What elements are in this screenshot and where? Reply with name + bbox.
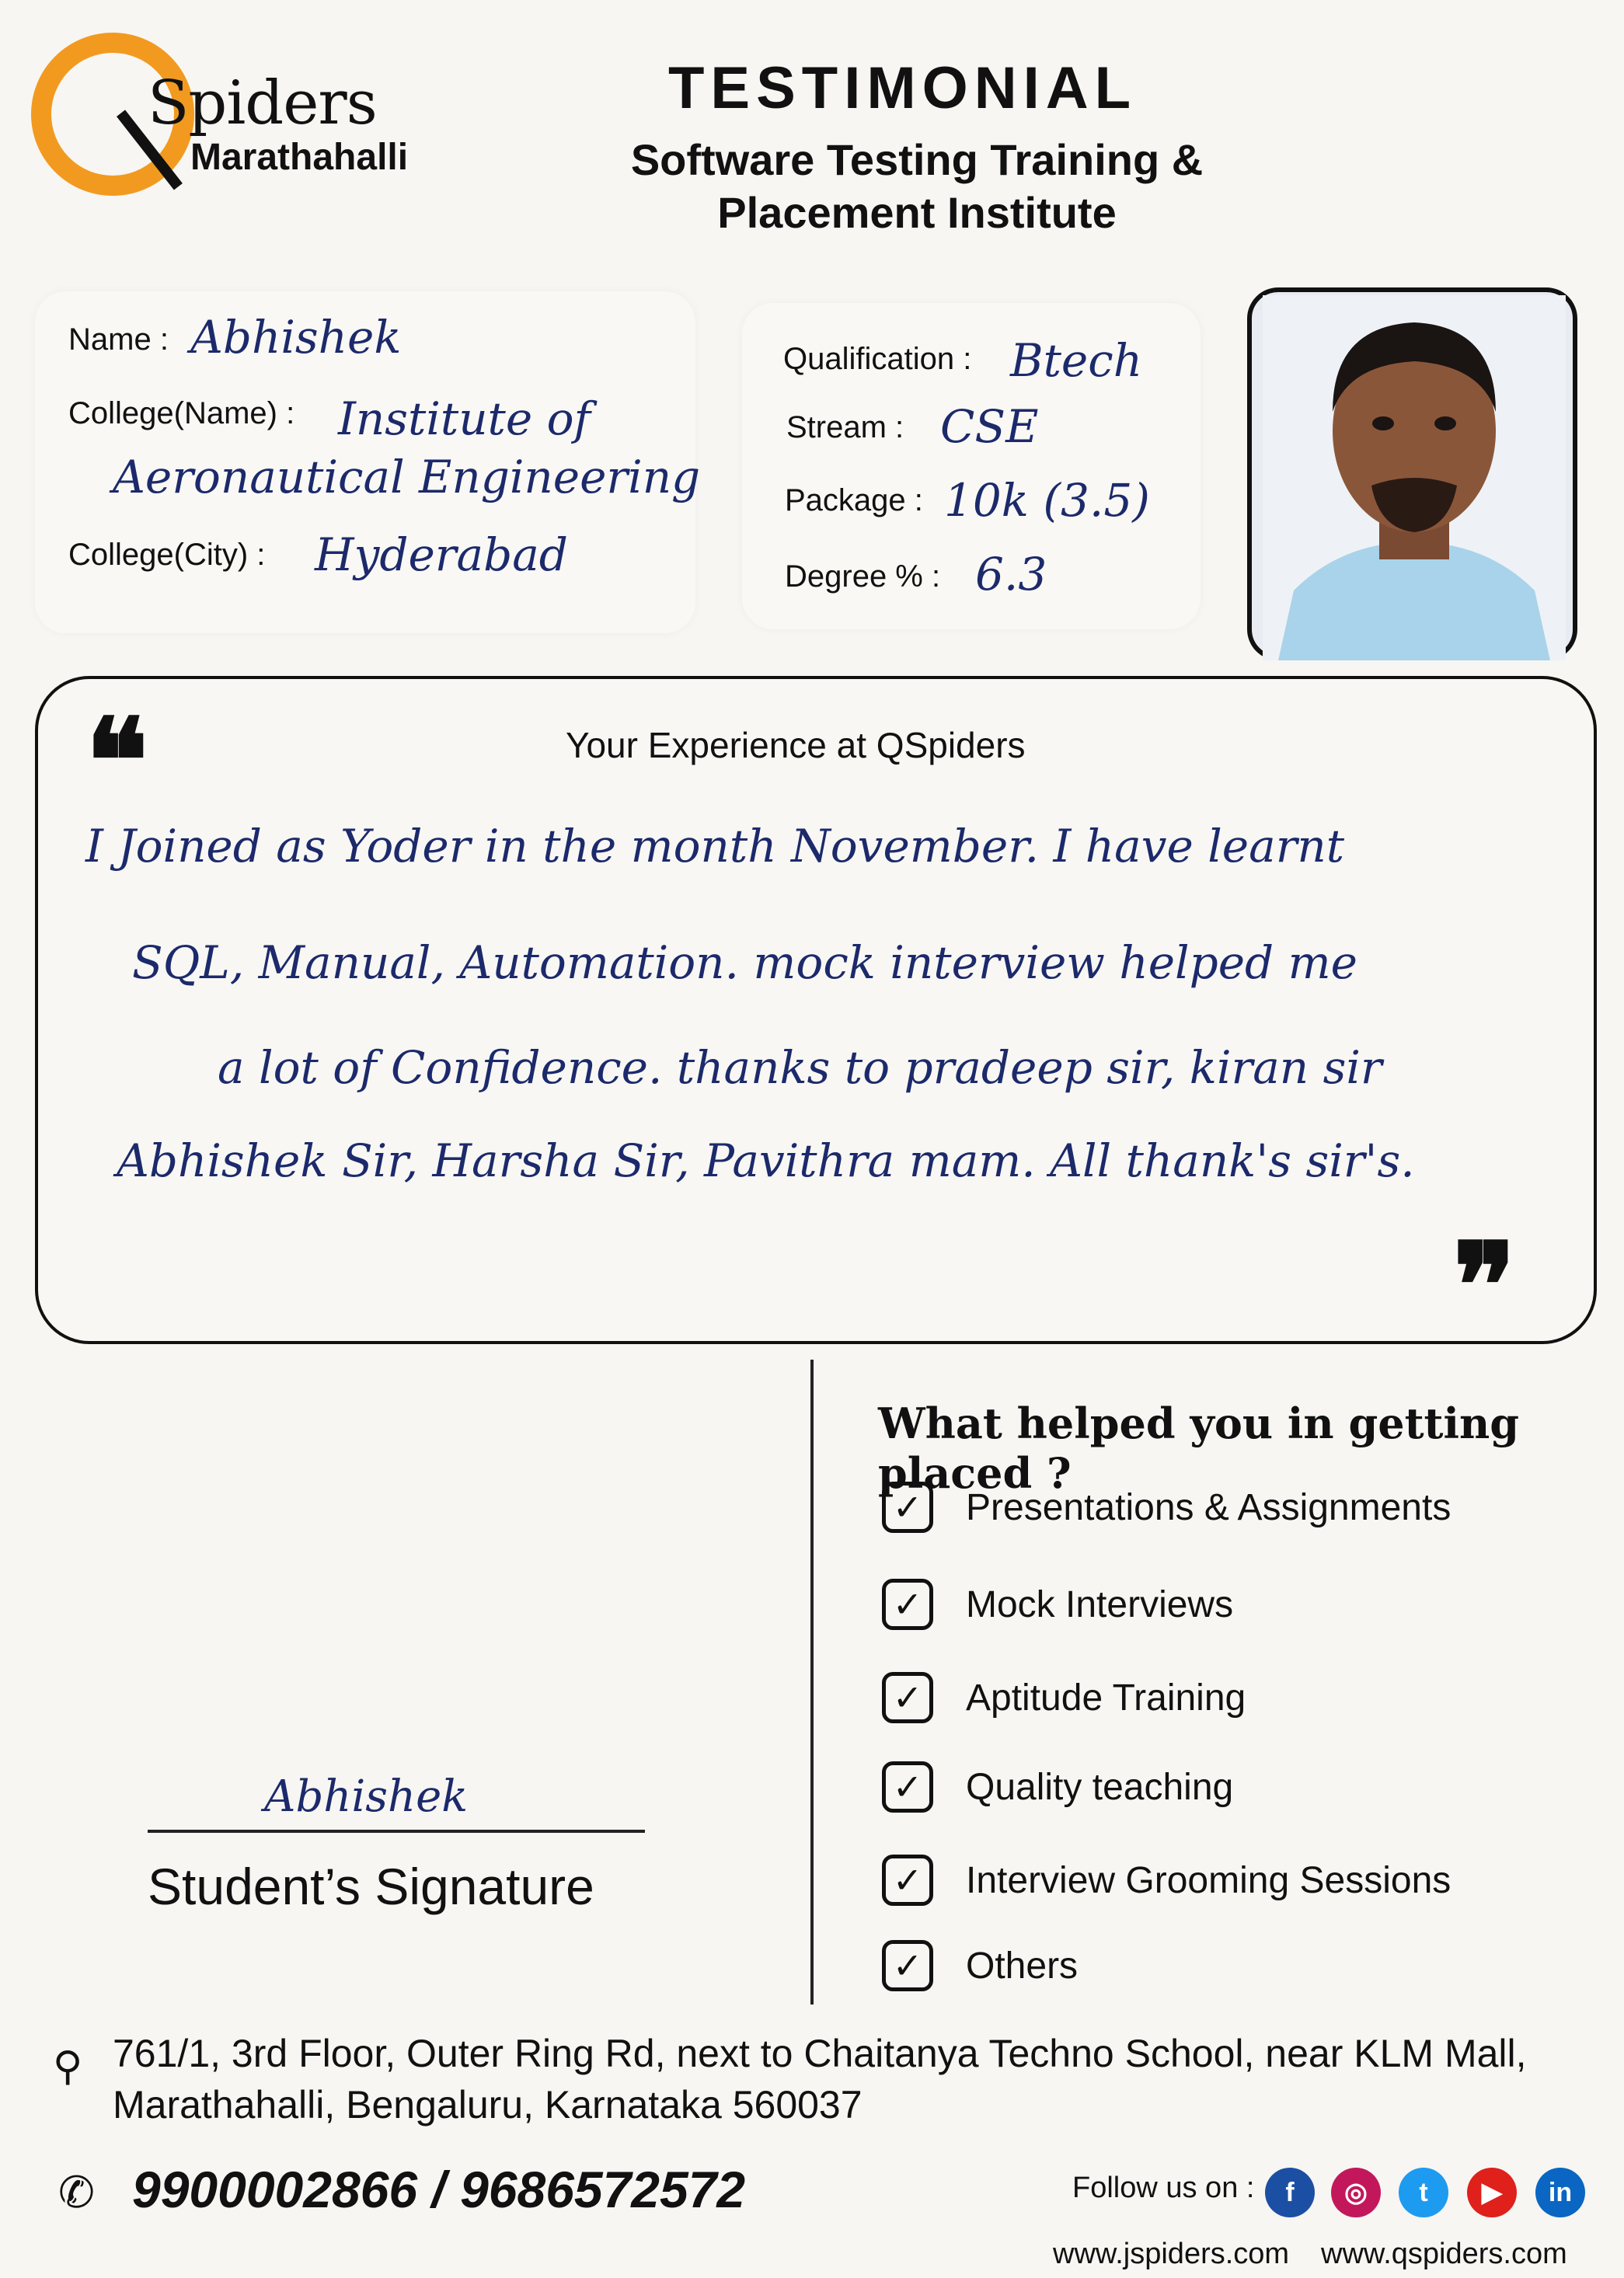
college-name-label: College(Name) : <box>68 396 295 430</box>
twitter-icon[interactable]: t <box>1399 2168 1448 2217</box>
signature-value: Abhishek <box>264 1771 469 1822</box>
degree-label: Degree % : <box>785 559 941 594</box>
college-city-label: College(City) : <box>68 538 266 572</box>
checkbox[interactable]: ✓ <box>882 1940 933 1991</box>
open-quote-icon: ❝ <box>85 693 148 830</box>
experience-line: SQL, Manual, Automation. mock interview helped me <box>132 936 1357 989</box>
youtube-icon[interactable]: ▶ <box>1467 2168 1517 2217</box>
logo-word: Spiders <box>148 68 377 138</box>
facebook-icon[interactable]: f <box>1265 2168 1315 2217</box>
experience-line: a lot of Confidence. thanks to pradeep sir, kiran sir <box>218 1041 1382 1094</box>
linkedin-icon[interactable]: in <box>1535 2168 1585 2217</box>
college-name-value-line1: Institute of <box>338 392 591 445</box>
checkbox[interactable]: ✓ <box>882 1482 933 1533</box>
signature-label: Student’s Signature <box>148 1858 594 1915</box>
package-label: Package : <box>785 483 923 517</box>
option-label: Others <box>966 1945 1079 1987</box>
qspiders-link[interactable]: www.qspiders.com <box>1321 2238 1567 2270</box>
instagram-icon[interactable]: ◎ <box>1331 2168 1381 2217</box>
qualification-label: Qualification : <box>783 342 972 376</box>
option-others[interactable] <box>882 1938 1078 1993</box>
follow-label: Follow us on : <box>1072 2172 1255 2204</box>
option-aptitude[interactable] <box>882 1670 1246 1725</box>
option-label: Interview Grooming Sessions <box>966 1859 1451 1901</box>
page-title: TESTIMONIAL <box>668 55 1138 121</box>
qualification-value: Btech <box>1010 334 1143 387</box>
close-quote-icon: ❞ <box>1453 1217 1516 1354</box>
option-label: Quality teaching <box>966 1766 1234 1808</box>
option-presentations[interactable] <box>882 1480 1451 1534</box>
checkbox[interactable]: ✓ <box>882 1855 933 1906</box>
checkbox[interactable]: ✓ <box>882 1579 933 1630</box>
stream-label: Stream : <box>786 410 904 444</box>
name-value: Abhishek <box>190 311 402 364</box>
signature-line <box>148 1830 645 1833</box>
experience-box <box>35 676 1597 1354</box>
experience-title: Your Experience at QSpiders <box>566 725 1026 765</box>
option-grooming[interactable] <box>882 1853 1451 1907</box>
phone-numbers: 9900002866 / 9686572572 <box>132 2161 746 2218</box>
logo-branch: Marathahalli <box>190 137 409 178</box>
helped-question: What helped you in getting placed ? <box>878 1398 1520 1498</box>
option-label: Mock Interviews <box>966 1583 1234 1625</box>
phone-icon: ✆ <box>58 2168 95 2218</box>
package-value: 10k (3.5) <box>944 474 1150 527</box>
college-city-value: Hyderabad <box>315 528 568 581</box>
checkbox[interactable]: ✓ <box>882 1761 933 1813</box>
checkbox[interactable]: ✓ <box>882 1672 933 1723</box>
jspiders-link[interactable]: www.jspiders.com <box>1053 2238 1290 2270</box>
option-label: Presentations & Assignments <box>966 1486 1451 1528</box>
student-photo-drawing <box>1263 295 1566 660</box>
stream-value: CSE <box>940 400 1039 453</box>
location-pin-icon: ⚲ <box>53 2043 83 2090</box>
option-quality-teaching[interactable] <box>882 1760 1233 1814</box>
section-divider <box>810 1360 814 2005</box>
name-label: Name : <box>68 322 169 357</box>
page-subtitle: Software Testing Training & Placement Institute <box>630 135 1204 237</box>
student-photo <box>1263 295 1566 660</box>
experience-line: I Joined as Yoder in the month November. I have learnt <box>85 820 1345 873</box>
option-label: Aptitude Training <box>966 1677 1246 1719</box>
degree-value: 6.3 <box>975 548 1047 601</box>
college-name-value-line2: Aeronautical Engineering <box>113 451 701 503</box>
address: 761/1, 3rd Floor, Outer Ring Rd, next to Chaitanya Techno School, near KLM Mall, Marathahalli, Bengaluru, Karnataka 560037 <box>113 2032 1527 2126</box>
option-mock-interviews[interactable] <box>882 1577 1233 1632</box>
experience-line: Abhishek Sir, Harsha Sir, Pavithra mam. All thank's sir's. <box>117 1134 1415 1187</box>
